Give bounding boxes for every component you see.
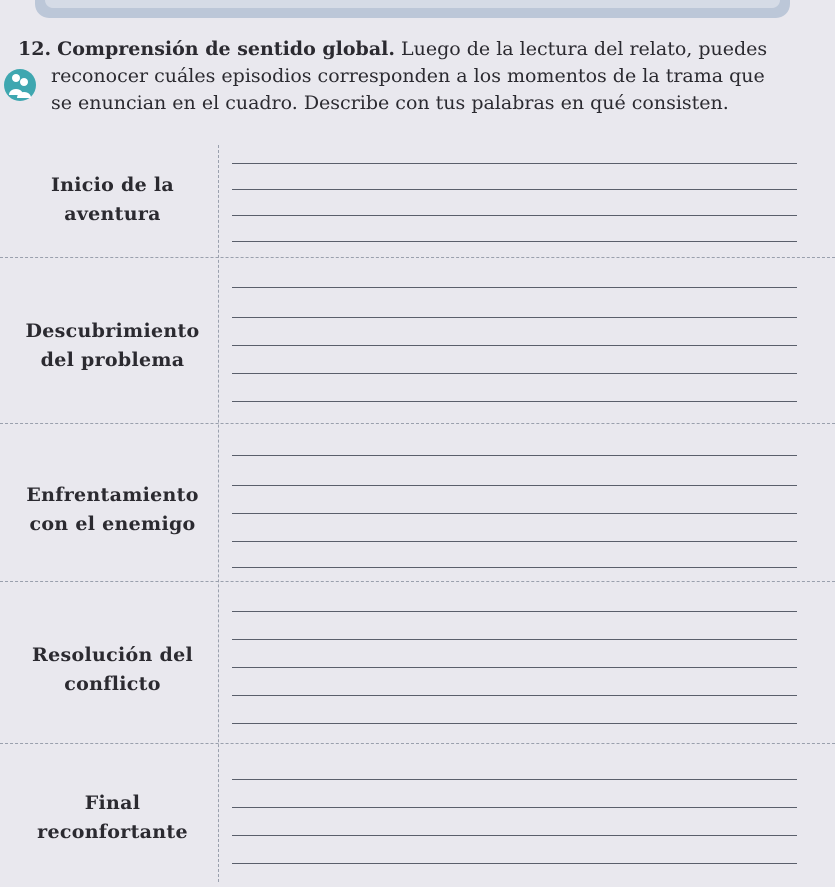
- answer-line[interactable]: [232, 639, 797, 640]
- answer-line[interactable]: [232, 455, 797, 456]
- row-label-inicio: [10, 171, 215, 229]
- row-label-enfrentamiento: [10, 481, 215, 539]
- answer-line[interactable]: [232, 567, 797, 568]
- answer-line[interactable]: [232, 723, 797, 724]
- plot-moments-table: [0, 145, 835, 882]
- row-label-line: Enfrentamiento: [26, 484, 199, 506]
- table-row-inicio: [0, 145, 835, 257]
- row-label-line: Inicio de la: [50, 174, 175, 196]
- answer-line[interactable]: [232, 667, 797, 668]
- pair-work-icon: [3, 68, 37, 102]
- answer-line[interactable]: [232, 215, 797, 216]
- table-row-descubrimiento: [0, 257, 835, 423]
- row-label-line: con el enemigo: [29, 513, 196, 535]
- answer-line[interactable]: [232, 485, 797, 486]
- answer-line[interactable]: [232, 513, 797, 514]
- row-label-final: [10, 789, 215, 847]
- row-label-line: conflicto: [64, 673, 161, 695]
- instruction-text-1: Luego de la lectura del relato, puedes: [394, 38, 768, 60]
- row-label-line: reconfortante: [37, 821, 188, 843]
- question-title: Comprensión de sentido global.: [57, 38, 395, 60]
- row-label-line: aventura: [64, 203, 161, 225]
- answer-line[interactable]: [232, 835, 797, 836]
- answer-line[interactable]: [232, 189, 797, 190]
- instruction-line-1: [18, 36, 818, 63]
- table-row-enfrentamiento: [0, 423, 835, 581]
- answer-line[interactable]: [232, 695, 797, 696]
- row-label-resolucion: [10, 641, 215, 699]
- row-label-line: Final: [84, 792, 141, 814]
- instruction-line-2: reconocer cuáles episodios corresponden a los momentos de la trama que: [51, 65, 765, 87]
- table-row-resolucion: [0, 581, 835, 743]
- answer-line[interactable]: [232, 373, 797, 374]
- answer-line[interactable]: [232, 317, 797, 318]
- question-number: 12.: [18, 38, 52, 60]
- question-instruction: [18, 36, 818, 117]
- answer-line[interactable]: [232, 401, 797, 402]
- answer-line[interactable]: [232, 807, 797, 808]
- table-row-final: [0, 743, 835, 882]
- answer-line[interactable]: [232, 779, 797, 780]
- answer-line[interactable]: [232, 287, 797, 288]
- instruction-line-3: se enuncian en el cuadro. Describe con tus palabras en qué consisten.: [51, 92, 729, 114]
- row-label-line: Resolución del: [32, 644, 193, 666]
- answer-line[interactable]: [232, 863, 797, 864]
- answer-line[interactable]: [232, 541, 797, 542]
- top-decorative-band-inner: [45, 0, 780, 8]
- answer-line[interactable]: [232, 163, 797, 164]
- row-label-line: del problema: [40, 349, 185, 371]
- answer-line[interactable]: [232, 241, 797, 242]
- row-label-line: Descubrimiento: [25, 320, 200, 342]
- answer-line[interactable]: [232, 611, 797, 612]
- row-label-descubrimiento: [10, 317, 215, 375]
- answer-line[interactable]: [232, 345, 797, 346]
